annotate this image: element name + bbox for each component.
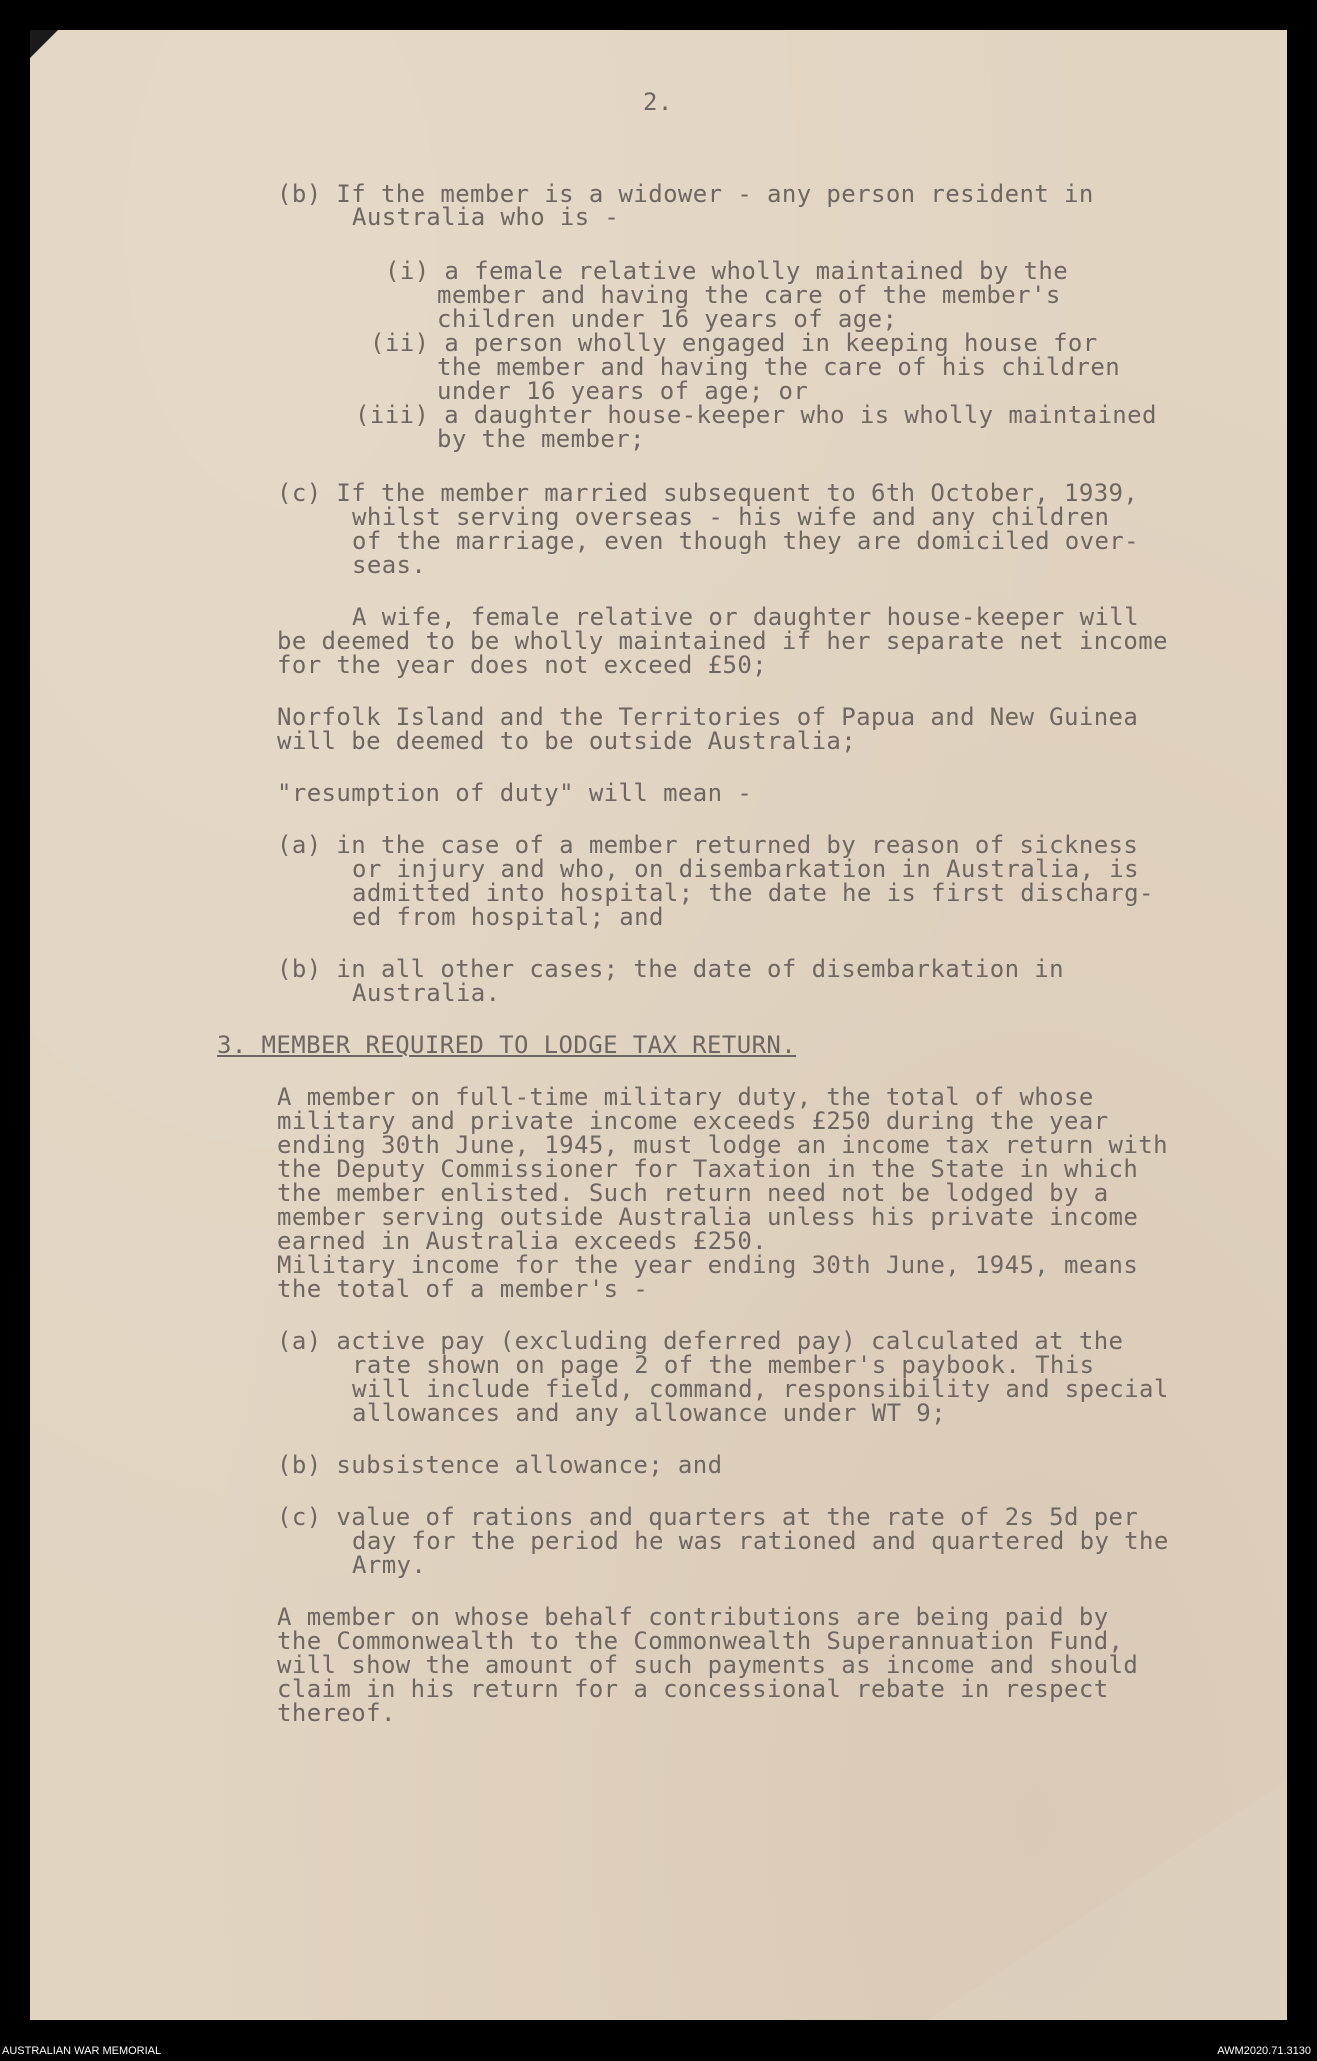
text-line: Military income for the year ending 30th June, 1945, means — [277, 1251, 1139, 1279]
text-line: children under 16 years of age; — [437, 305, 898, 333]
text-line: member and having the care of the member's — [437, 281, 1061, 309]
archive-reference: AWM2020.71.3130 — [1217, 2045, 1311, 2057]
text-line: (c) If the member married subsequent to 6th October, 1939, — [277, 479, 1139, 507]
text-line: (b) in all other cases; the date of disembarkation in — [277, 955, 1065, 983]
text-line: seas. — [352, 551, 427, 579]
text-line: ending 30th June, 1945, must lodge an income tax return with — [277, 1131, 1168, 1159]
text-line: Australia who is - — [352, 203, 620, 231]
text-line: (ii) a person wholly engaged in keeping house for — [370, 329, 1098, 357]
text-line: for the year does not exceed £50; — [277, 651, 768, 679]
archive-credit: AUSTRALIAN WAR MEMORIAL — [2, 2045, 162, 2057]
text-line: the Commonwealth to the Commonwealth Superannuation Fund, — [277, 1627, 1124, 1655]
text-line: or injury and who, on disembarkation in Australia, is — [352, 855, 1140, 883]
text-line: whilst serving overseas - his wife and any children — [352, 503, 1110, 531]
text-line: member serving outside Australia unless his private income — [277, 1203, 1139, 1231]
text-line: "resumption of duty" will mean - — [277, 779, 753, 807]
text-line: (iii) a daughter house-keeper who is wholly maintained — [355, 401, 1157, 429]
text-line: Australia. — [352, 979, 501, 1007]
text-line: (a) in the case of a member returned by reason of sickness — [277, 831, 1139, 859]
text-line: the total of a member's - — [277, 1275, 649, 1303]
text-line: A wife, female relative or daughter house-keeper will — [352, 603, 1140, 631]
text-line: thereof. — [277, 1699, 396, 1727]
text-line: the member and having the care of his children — [437, 353, 1121, 381]
text-line: under 16 years of age; or — [437, 377, 809, 405]
text-line: will include field, command, responsibility and special — [352, 1375, 1169, 1403]
text-line: (c) value of rations and quarters at the rate of 2s 5d per — [277, 1503, 1139, 1531]
folded-corner — [30, 30, 58, 58]
text-line: the member enlisted. Such return need not be lodged by a — [277, 1179, 1109, 1207]
paper-crease — [927, 1780, 1287, 2020]
text-line: day for the period he was rationed and quartered by the — [352, 1527, 1169, 1555]
text-line: (a) active pay (excluding deferred pay) calculated at the — [277, 1327, 1124, 1355]
text-line: military and private income exceeds £250 during the year — [277, 1107, 1109, 1135]
text-line: A member on whose behalf contributions are being paid by — [277, 1603, 1109, 1631]
text-line: earned in Australia exceeds £250. — [277, 1227, 768, 1255]
text-line: (b) If the member is a widower - any person resident in — [277, 180, 1094, 208]
document-page — [30, 30, 1287, 2020]
text-line: (b) subsistence allowance; and — [277, 1451, 723, 1479]
text-line: rate shown on page 2 of the member's paybook. This — [352, 1351, 1095, 1379]
text-line: will show the amount of such payments as income and should — [277, 1651, 1139, 1679]
text-line: the Deputy Commissioner for Taxation in the State in which — [277, 1155, 1139, 1183]
text-line: will be deemed to be outside Australia; — [277, 727, 857, 755]
text-line: A member on full-time military duty, the total of whose — [277, 1083, 1094, 1111]
text-line: admitted into hospital; the date he is first discharg- — [352, 879, 1154, 907]
text-line: (i) a female relative wholly maintained by the — [385, 257, 1069, 285]
text-line: allowances and any allowance under WT 9; — [352, 1399, 946, 1427]
text-line: 3. MEMBER REQUIRED TO LODGE TAX RETURN. — [217, 1031, 797, 1059]
text-line: ed from hospital; and — [352, 903, 664, 931]
text-line: claim in his return for a concessional rebate in respect — [277, 1675, 1109, 1703]
text-line: by the member; — [437, 425, 645, 453]
text-line: of the marriage, even though they are domiciled over- — [352, 527, 1140, 555]
text-line: Army. — [352, 1551, 427, 1579]
text-line: Norfolk Island and the Territories of Papua and New Guinea — [277, 703, 1139, 731]
text-line: be deemed to be wholly maintained if her separate net income — [277, 627, 1168, 655]
page-number: 2. — [643, 88, 673, 116]
